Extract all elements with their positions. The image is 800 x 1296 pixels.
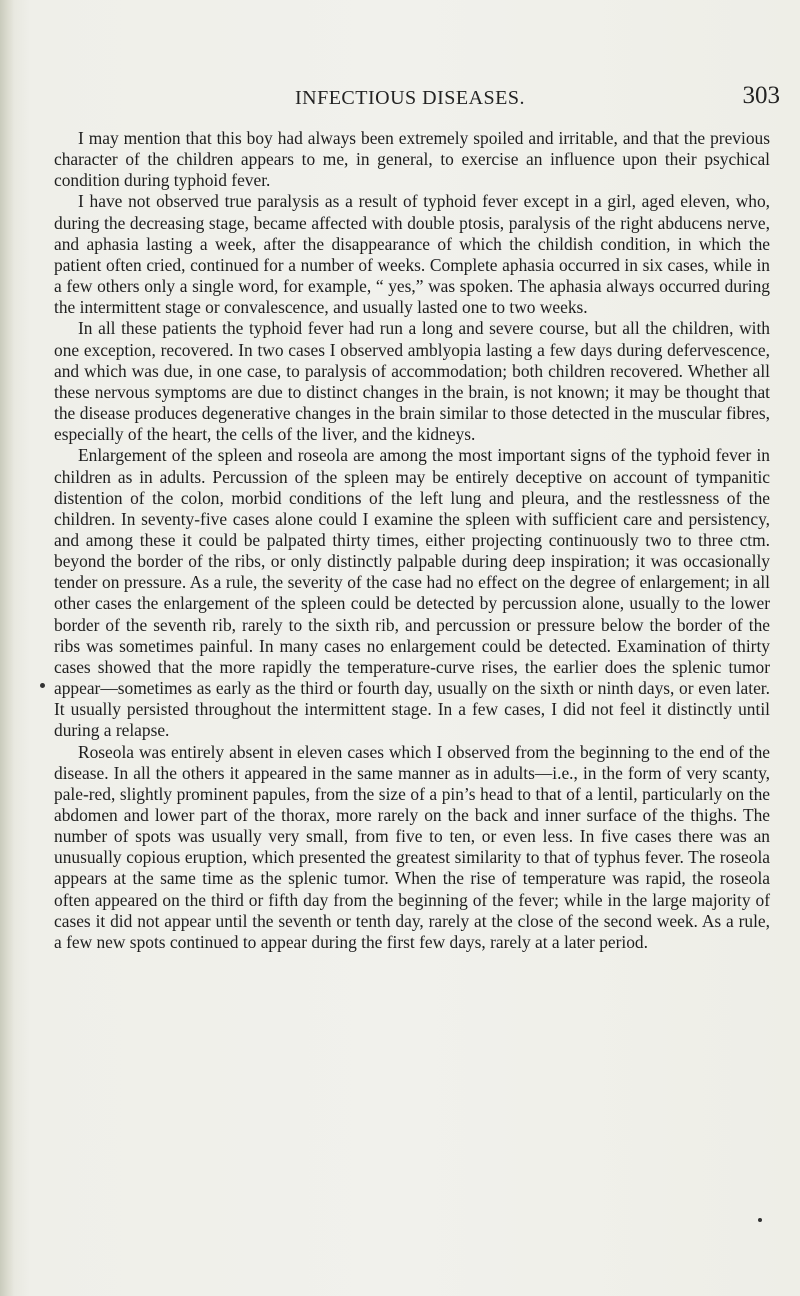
- ink-speck: [40, 683, 45, 688]
- paragraph-2: I have not observed true paralysis as a result of typhoid fever except in a girl, aged eleven, who, during the decreasing stage, became affected with double ptosis, paralysis of the right abducens nerve, and aphasia lasting a week, after the disappearance of which the childish condition, in which the patient often cried, continued for a number of weeks. Complete aphasia occurred in six cases, while in a few others only a single word, for example, “ yes,” was spoken. The aphasia always occurred during the intermittent stage or convalescence, and usually lasted one to two weeks.: [54, 191, 770, 318]
- paragraph-4: Enlargement of the spleen and roseola are among the most important signs of the typhoid fever in children as in adults. Percussion of the spleen may be entirely deceptive on account of tympanitic distention of the colon, morbid conditions of the left lung and pleura, and the restlessness of the children. In seventy-five cases alone could I examine the spleen with sufficient care and persistency, and among these it could be palpated thirty times, either projecting continuously two to three ctm. beyond the border of the ribs, or only distinctly palpable during deep inspiration; it was occasionally tender on pressure. As a rule, the severity of the case had no effect on the degree of enlargement; in all other cases the enlargement of the spleen could be detected by percussion alone, usually to the lower border of the seventh rib, rarely to the sixth rib, and percussion or pressure below the border of the ribs was sometimes painful. In many cases no enlargement could be detected. Examination of thirty cases showed that the more rapidly the temperature-curve rises, the earlier does the splenic tumor appear—sometimes as early as the third or fourth day, usually on the sixth or ninth days, or even later. It usually persisted throughout the intermittent stage. In a few cases, I did not feel it distinctly until during a relapse.: [54, 445, 770, 741]
- ink-speck: [758, 1218, 762, 1222]
- running-head: [200, 82, 780, 117]
- paragraph-5: Roseola was entirely absent in eleven cases which I observed from the beginning to the end of the disease. In all the others it appeared in the same manner as in adults—i.e., in the form of very scanty, pale-red, slightly prominent papules, from the size of a pin’s head to that of a lentil, particularly on the abdomen and lower part of the thorax, more rarely on the back and inner surface of the thighs. The number of spots was usually very small, from five to ten, or even less. In five cases there was an unusually copious eruption, which presented the greatest similarity to that of typhus fever. The roseola appears at the same time as the splenic tumor. When the rise of temperature was rapid, the roseola often appeared on the third or fifth day from the beginning of the fever; while in the large majority of cases it did not appear until the seventh or tenth day, rarely at the close of the second week. As a rule, a few new spots continued to appear during the first few days, rarely at a later period.: [54, 741, 770, 952]
- paragraph-3: In all these patients the typhoid fever had run a long and severe course, but all the children, with one exception, recovered. In two cases I observed amblyopia lasting a few days during defervescence, and which was due, in one case, to paralysis of accommodation; both children recovered. Whether all these nervous symptoms are due to distinct changes in the brain, is not known; it may be thought that the disease produces degenerative changes in the brain similar to those detected in the muscular fibres, especially of the heart, the cells of the liver, and the kidneys.: [54, 318, 770, 445]
- running-title: INFECTIOUS DISEASES.: [294, 87, 526, 109]
- binding-shadow: [0, 0, 14, 1296]
- page-number: 303: [742, 82, 780, 109]
- paragraph-1: I may mention that this boy had always been extremely spoiled and irritable, and that the previous character of the children appears to me, in general, to exercise an influence upon their psychical condition during typhoid fever.: [54, 128, 770, 191]
- body-text: [54, 128, 770, 953]
